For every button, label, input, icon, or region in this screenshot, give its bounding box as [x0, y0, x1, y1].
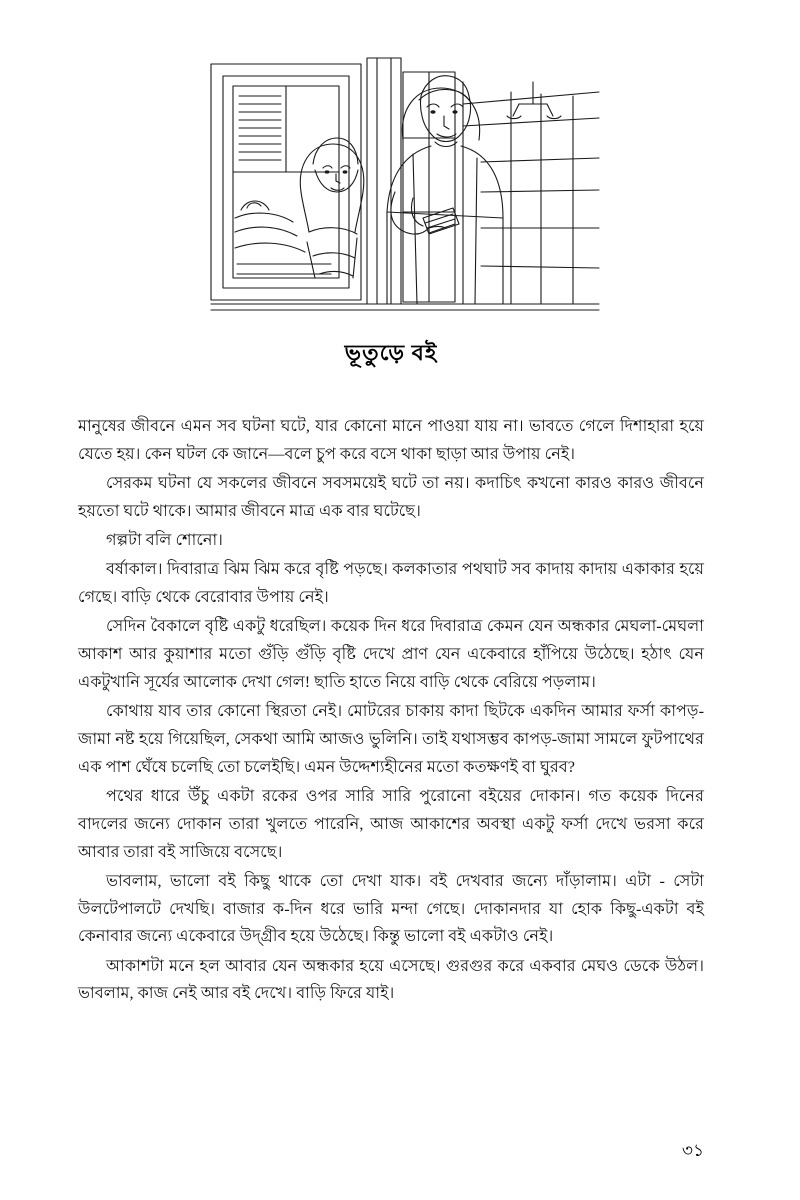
paragraph: পথের ধারে উঁচু একটা রকের ওপর সারি সারি পুরোনো বইয়ের দোকান। গত কয়েক দিনের বাদলের জন্যে দোকান তারা খুলতে পারেনি, আজ আকাশের অবস্থা একটু ফর্সা দেখে ভরসা করে আবার তারা বই সাজিয়ে বসেছে। [78, 786, 704, 861]
doorway-group [367, 58, 455, 304]
story-body [78, 413, 704, 1008]
street-background-group [463, 82, 599, 304]
page-title: ভূতুড়ে বই [344, 340, 438, 365]
paragraph: মানুষের জীবনে এমন সব ঘটনা ঘটে, যার কোনো মানে পাওয়া যায় না। ভাবতে গেলে দিশাহারা হয়ে যেতে হয়। কেন ঘটল কে জানে—বলে চুপ করে বসে থাকা ছাড়া আর উপায় নেই। [78, 417, 704, 463]
paragraph: বর্ষাকাল। দিবারাত্র ঝিম ঝিম করে বৃষ্টি পড়ছে। কলকাতার পথঘাট সব কাদায় কাদায় একাকার হয়ে গেছে। বাড়ি থেকে বেরোবার উপায় নেই। [78, 560, 704, 606]
paragraph: আকাশটা মনে হল আবার যেন অন্ধকার হয়ে এসেছে। গুরগুর করে একবার মেঘও ডেকে উঠল। ভাবলাম, কাজ নেই আর বই দেখে। বাড়ি ফিরে যাই। [78, 956, 704, 1003]
paragraph: সেরকম ঘটনা যে সকলের জীবনে সবসময়েই ঘটে তা নয়। কদাচিৎ কখনো কারও কারও জীবনে হয়তো ঘটে থাকে। আমার জীবনে মাত্র এক বার ঘটেছে। [78, 474, 704, 520]
woman-figure-group [300, 138, 363, 278]
paragraph: ভাবলাম, ভালো বই কিছু থাকে তো দেখা যাক। বই দেখবার জন্যে দাঁড়ালাম। এটা - সেটা উলটেপালটে দেখছি। বাজার ক-দিন ধরে ভারি মন্দা গেছে। দোকানদার যা হোক কিছু-একটা বই কেনাবার জন্যে একেবারে উদ্‌গ্রীব হয়ে উঠেছে। কিন্তু ভালো বই একটাও নেই। [78, 871, 704, 946]
illustration-container [78, 42, 704, 322]
page-number: ৩১ [681, 1141, 704, 1160]
young-man-figure-group [387, 76, 503, 304]
interior-bedding-group [235, 201, 331, 274]
paragraph: কোথায় যাব তার কোনো স্থিরতা নেই। মোটরের চাকায় কাদা ছিটকে একদিন আমার ফর্সা কাপড়-জামা নষ্ট হয়ে গিয়েছিল, সেকথা আমি আজও ভুলিনি। তাই যথাসম্ভব কাপড়-জামা সামলে ফুটপাথের এক পাশ ঘেঁষে চলেছি তো চলেইছি। এমন উদ্দেশ্যহীনের মতো কতক্ষণই বা ঘুরব? [78, 702, 704, 776]
story-illustration [181, 42, 601, 322]
paragraph: সেদিন বৈকালে বৃষ্টি একটু ধরেছিল। কয়েক দিন ধরে দিবারাত্র কেমন যেন অন্ধকার মেঘলা-মেঘলা আকাশ আর কুয়াশার মতো গুঁড়ি গুঁড়ি বৃষ্টি দেখে প্রাণ যেন একেবারে হাঁপিয়ে উঠেছে। হঠাৎ যেন একটুখানি সূর্যের আলোক দেখা গেল! ছাতি হাতে নিয়ে বাড়ি থেকে বেরিয়ে পড়লাম। [78, 617, 704, 691]
paragraph: গল্পটা বলি শোনো। [106, 531, 223, 549]
ground-line-group [211, 304, 599, 310]
